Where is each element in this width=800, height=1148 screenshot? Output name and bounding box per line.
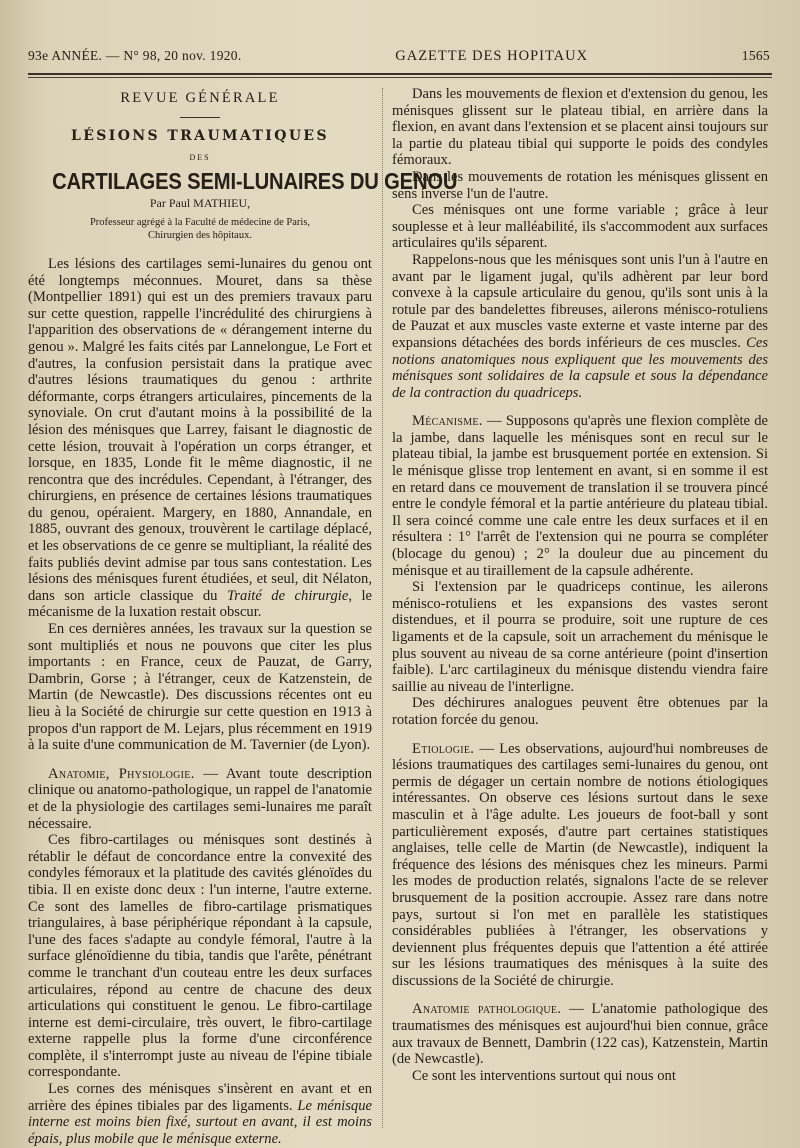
paragraph-text: , le mécanisme de la luxation restait obscur. — [28, 587, 372, 621]
paragraph: Dans les mouvements de flexion et d'extension du genou, les ménisques glissent sur le plateau tibial, en arrière dans la flexion, en avant dans l'extension et se placent ainsi toujours sur la partie du plateau tibial qui supporte le poids des condyles fémoraux. — [392, 86, 768, 169]
running-header — [28, 48, 770, 65]
run-in-heading: Anatomie pathologique. — [412, 1001, 562, 1018]
affiliation-line-2: Chirurgien des hôpitaux. — [148, 229, 252, 241]
run-in-heading: Mécanisme. — [412, 413, 483, 430]
affiliation-line-1: Professeur agrégé à la Faculté de médecine de Paris, — [89, 216, 311, 228]
paragraph-text: Les lésions des cartilages semi-lunaires du genou ont été longtemps méconnues. Mouret, dans sa thèse (Montpellier 1891) qui est un des premiers travaux paru sur cette question, rappelle l'incrédulité des chirurgiens à l'apparition des observations de « dérangement interne du genou ». Malgré les faits cités par Lannelongue, Le Fort et d'autres, la confusion persistait dans la pratique avec d'autres lésions traumatiques du genou : arthrite déformante, corps étrangers articulaires, pincements de la synoviale. On crut d'autant moins à la possibilité de la lésion des ménisques que Larrey, faisant le diagnostic de cette lésion, trouvait à l'opération un corps étranger, et lorsque, en 1835, Londe fit le même diagnostic, il ne rencontra que des incrédules. Cependant, à l'étranger, des chirurgiens, en présence de certaines lésions traumatiques du genou, opéraient. Margery, en 1880, Annandale, en 1885, ouvrant des genoux, trouvèrent le cartilage déplacé, et les observations de ce genre se multipliant, la réalité des faits publiés devint admise par tous sans contestation. Les lésions des ménisques furent étudiées, et seul, dit Nélaton, dans son article classique du — [28, 255, 372, 604]
right-column — [392, 86, 768, 1084]
paragraph — [392, 1001, 768, 1067]
paragraph-text: — Avant toute description clinique ou anatomo-pathologique, un rappel de l'anatomie et de la physiologie des cartilages semi-lunaires me paraît nécessaire. — [28, 765, 372, 832]
author-line: Par Paul MATHIEU, — [149, 196, 251, 211]
paragraph: Ce sont les interventions surtout qui nous ont — [412, 1067, 676, 1084]
section-heading: REVUE GÉNÉRALE — [120, 90, 280, 106]
paragraph: Ces fibro-cartilages ou ménisques sont destinés à rétablir le défaut de concordance entre la convexité des condyles fémoraux et la platitude des cavités glénoïdes du tibia. Il en existe donc deux : l'un interne, l'autre externe. Ce sont des lamelles de fibro-cartilage prismatiques triangulaires, à base périphérique répondant à la capsule, l'une des faces s'adapte au condyle fémoral, l'autre à la surface glénoïdienne du tibia, tandis que l'arête, pénétrant comme le tranchant d'un couteau entre les deux surfaces articulaires, répond au centre de chacune des deux articulations qui constituent le genou. Le fibro-cartilage interne est demi-circulaire, très ouvert, le fibro-cartilage externe rappelle plus la forme d'une circonférence complète, il s'interrompt juste au niveau de l'épine tibiale correspondante. — [28, 832, 372, 1081]
paragraph-italic: Ces notions anatomiques nous expliquent que les mouvements des ménisques sont solidaires de la capsule et sous la dépendance de la contraction du quadriceps. — [392, 334, 768, 401]
paragraph-text: — Les observations, aujourd'hui nombreuses de lésions traumatiques des cartilages semi-lunaires du genou, ont permis de dégager un certain nombre de notions étiologiques intéressantes. On observe ces lésions surtout dans le sexe masculin et à l'âge adulte. Les joueurs de foot-ball y sont particulièrement exposés, d'autre part certaines statistiques anglaises, telle celle de Martin (de Newcastle), indiquent la fréquence des lésions des ménisques chez les mineurs. Parmi les modes de production relatés, signalons l'acte de se relever brusquement de la position accroupie. Assez rare dans notre pays, surtout si l'on met en parallèle les statistiques considérables publiées à l'étranger, les observations y deviennent plus fréquentes depuis que l'attention a été attirée sur les lésions traumatiques des ménisques à la suite des discussions de la Société de chirurgie. — [392, 740, 768, 989]
journal-title: GAZETTE DES HOPITAUX — [395, 48, 589, 64]
paragraph-text: — L'anatomie pathologique des traumatismes des ménisques est aujourd'hui bien connue, grâce aux travaux de Bennett, Dambrin (122 cas), Katzenstein, Martin (de Newcastle). — [392, 1001, 768, 1068]
paragraph — [28, 766, 372, 832]
issue-info: 93e ANNÉE. — N° 98, 20 nov. 1920. — [28, 48, 242, 63]
paragraph-text: Rappelons-nous que les ménisques sont unis l'un à l'autre en avant par le ligament jugal, qu'ils adhèrent par leur bord convexe à la capsule articulaire du genou, qu'ils sont unis à la rotule par des bandelettes fibreuses, ailerons ménisco-rotuliens de Pauzat et aux muscles vaste externe et vaste interne par des expansions détachées des bords inférieurs de ces muscles. — [392, 251, 768, 351]
section-rule — [180, 117, 220, 118]
paragraph — [392, 741, 768, 990]
header-rule-thin — [28, 77, 772, 78]
title-connector: DES — [189, 153, 211, 163]
article-title: CARTILAGES SEMI-LUNAIRES DU GENOU — [52, 167, 458, 194]
run-in-heading: Etiologie. — [412, 740, 475, 757]
header-rule-thick — [28, 73, 772, 75]
run-in-heading: Anatomie, Physiologie. — [48, 765, 195, 782]
paragraph: Si l'extension par le quadriceps continue, les ailerons ménisco-rotuliens et les expansions des vastes seront distendues, et il pourra se produire, soit une rupture de ces ligaments et de la capsule, soit un arrachement du ménisque le plus souvent au niveau de sa corne antérieure (point d'insertion faible). L'arc cartilagineux du ménisque distendu viendra faire saillie au niveau de l'interligne. — [392, 579, 768, 695]
title-top: LÉSIONS TRAUMATIQUES — [70, 127, 330, 144]
paragraph-text: — Supposons qu'après une flexion complète de la jambe, dans laquelle les ménisques sont en recul sur le plateau tibial, la jambe est brusquement portée en extension. Si le ménisque glisse trop lentement en avant, si en somme il est en retard dans ce mouvement de translation il se trouvera pincé entre le condyle fémoral et la partie antérieure du plateau tibial. Il sera coincé comme une cale entre les deux surfaces et il en résultera : 1° l'arrêt de l'extension qui ne pourra se compléter (blocage du genou) ; 2° la douleur due au pincement du ménisque et au tiraillement de la capsule adhérente. — [392, 413, 768, 579]
paragraph: Dans les mouvements de rotation les ménisques glissent en sens inverse l'un de l'autre. — [392, 168, 768, 202]
paragraph-italic: Le ménisque interne est moins bien fixé, surtout en avant, il est moins épais, plus mobile que le ménisque externe. — [28, 1097, 372, 1147]
paragraph — [28, 1081, 372, 1147]
paragraph — [392, 413, 768, 579]
column-divider — [382, 88, 383, 1128]
paragraph: Des déchirures analogues peuvent être obtenues par la rotation forcée du genou. — [392, 695, 768, 728]
paragraph — [28, 256, 372, 621]
paragraph: Ces ménisques ont une forme variable ; grâce à leur souplesse et à leur malléabilité, ils s'accommodent aux surfaces articulaires qu'ils séparent. — [392, 202, 768, 252]
paragraph: En ces dernières années, les travaux sur la question se sont multipliés et nous ne pouvons que citer les plus importants : en France, ceux de Pauzat, de Garry, Dambrin, Gorse ; à l'étranger, ceux de Katzenstein, de Martin (de Newcastle). Des discussions récentes ont eu lieu à la Société de chirurgie sur cette question en 1913 à propos d'un rapport de M. Lejars, plus récemment en 1919 à la suite d'une communication de M. Tavernier (de Lyon). — [28, 621, 372, 754]
paragraph-italic: Traité de chirurgie — [226, 587, 349, 604]
paragraph — [392, 252, 768, 401]
page-number: 1565 — [741, 48, 770, 63]
author-affiliation — [28, 216, 372, 242]
paragraph-text: Les cornes des ménisques s'insèrent en avant et en arrière des épines tibiales par des ligaments. — [28, 1081, 372, 1114]
